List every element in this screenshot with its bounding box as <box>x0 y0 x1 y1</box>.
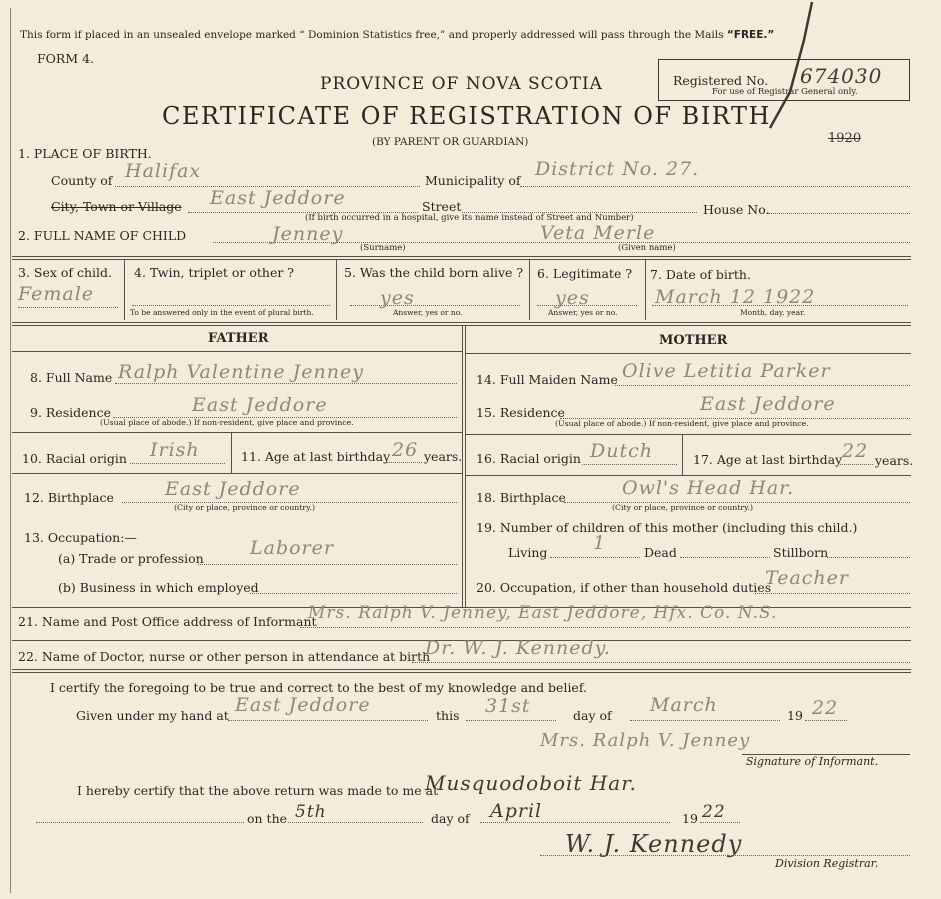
mother-racial-label: 16. Racial origin <box>476 451 581 466</box>
mother-racial-line <box>582 464 677 465</box>
informant-signature-caption: Signature of Informant. <box>746 755 879 768</box>
twin-note: To be answered only in the event of plural birth. <box>130 308 314 317</box>
sex-label: 3. Sex of child. <box>18 265 113 280</box>
trade-label: (a) Trade or profession <box>58 551 204 566</box>
mother-age-suffix: years. <box>875 453 914 468</box>
row3-divider-2 <box>336 260 337 320</box>
business-label: (b) Business in which employed <box>58 580 259 595</box>
left-border <box>10 8 11 893</box>
informant-line <box>300 627 910 628</box>
legitimate-label: 6. Legitimate ? <box>537 266 633 281</box>
mail-notice: This form if placed in an unsealed envelope marked “ Dominion Statistics free,” and properly addressed will pass through the Mails “FREE.” <box>20 29 775 41</box>
mother-birthplace-note: (City or place, province or country.) <box>612 503 754 512</box>
father-heading: FATHER <box>208 331 269 346</box>
street-label: Street <box>422 199 462 214</box>
registrar-year-line <box>700 822 740 823</box>
father-racial-top-rule <box>12 432 462 433</box>
informant-label: 21. Name and Post Office address of Informant <box>18 614 317 629</box>
registrar-month-value: April <box>490 800 543 822</box>
mother-heading-rule <box>466 353 911 354</box>
province-heading: PROVINCE OF NOVA SCOTIA <box>320 74 603 94</box>
city-value: East Jeddore <box>210 187 346 209</box>
given-month-value: March <box>650 694 718 716</box>
registrar-place-line <box>36 822 244 823</box>
mother-residence-value: East Jeddore <box>700 393 836 415</box>
doctor-label: 22. Name of Doctor, nurse or other person in attendance at birth <box>18 649 431 664</box>
father-heading-rule <box>12 351 462 352</box>
father-abode-note: (Usual place of abode.) If non-resident, give place and province. <box>100 418 354 427</box>
city-label: City, Town or Village <box>51 199 182 214</box>
mother-name-line <box>615 385 910 386</box>
parents-divider-b <box>465 326 466 607</box>
mother-abode-note: (Usual place of abode.) If non-resident, give place and province. <box>555 419 809 428</box>
father-birthplace-label: 12. Birthplace <box>24 490 114 505</box>
alive-label: 5. Was the child born alive ? <box>344 265 524 280</box>
registrar-signature: W. J. Kennedy <box>565 830 743 858</box>
form-label: FORM 4. <box>37 51 95 66</box>
living-value: 1 <box>593 532 607 554</box>
father-birthplace-note: (City or place, province or country.) <box>174 503 316 512</box>
doctor-bottom-rule <box>12 669 911 670</box>
given-hand-label: Given under my hand at <box>76 708 229 723</box>
mother-age-value: 22 <box>842 440 869 462</box>
row3-top-rule-2 <box>12 259 911 260</box>
given-caption: (Given name) <box>618 243 676 253</box>
mother-name-label: 14. Full Maiden Name <box>476 372 618 387</box>
date-note: Month, day, year. <box>740 308 806 317</box>
mother-birthplace-label: 18. Birthplace <box>476 490 566 505</box>
father-name-value: Ralph Valentine Jenney <box>118 361 364 383</box>
row3-divider-3 <box>529 260 530 320</box>
given-place-value: East Jeddore <box>235 694 371 716</box>
registrar-on-the-label: on the <box>247 811 288 826</box>
given-day-line <box>466 720 556 721</box>
stillborn-label: Stillborn <box>773 545 829 560</box>
informant-signature: Mrs. Ralph V. Jenney <box>540 730 751 751</box>
certificate-title: CERTIFICATE OF REGISTRATION OF BIRTH <box>162 102 771 130</box>
children-count-label: 19. Number of children of this mother (including this child.) <box>476 520 858 535</box>
registrar-day-of-label: day of <box>431 811 470 826</box>
registrar-month-line <box>480 822 670 823</box>
this-label: this <box>436 708 460 723</box>
place-of-birth-label: 1. PLACE OF BIRTH. <box>18 146 152 161</box>
registrar-year-prefix: 19 <box>682 811 698 826</box>
father-birthplace-value: East Jeddore <box>165 478 301 500</box>
registered-number: 674030 <box>800 64 883 88</box>
child-surname-value: Jenney <box>272 223 344 245</box>
given-day-of-label: day of <box>573 708 612 723</box>
alive-value: yes <box>380 287 415 309</box>
father-age-line <box>386 462 422 463</box>
mother-residence-label: 15. Residence <box>476 405 565 420</box>
registrar-year-value: 22 <box>702 802 726 822</box>
registrar-return-text: I hereby certify that the above return was made to me at <box>77 783 439 798</box>
date-value: March 12 1922 <box>655 286 816 308</box>
county-value: Halifax <box>125 160 202 182</box>
mother-age-label: 17. Age at last birthday <box>693 452 843 467</box>
father-age-value: 26 <box>392 439 419 461</box>
municipality-label: Municipality of <box>425 173 521 188</box>
municipality-line <box>520 186 910 187</box>
registrar-signature-line <box>540 855 910 856</box>
father-residence-label: 9. Residence <box>30 405 111 420</box>
registered-label: Registered No. <box>673 73 769 88</box>
parents-top-rule <box>12 322 911 323</box>
mother-racial-bottom-rule <box>466 475 911 476</box>
given-place-line <box>228 720 428 721</box>
legitimate-value: yes <box>555 287 590 309</box>
sex-line <box>18 307 118 308</box>
trade-line <box>198 564 457 565</box>
mother-occupation-line <box>755 593 910 594</box>
father-age-suffix: years. <box>424 449 463 464</box>
father-age-label: 11. Age at last birthday <box>241 449 391 464</box>
given-year-line <box>805 720 847 721</box>
dead-line <box>680 557 770 558</box>
father-racial-divider <box>231 433 232 473</box>
row3-divider-4 <box>645 260 646 320</box>
father-occupation-label: 13. Occupation:— <box>24 530 137 545</box>
business-line <box>250 593 457 594</box>
house-line <box>768 213 910 214</box>
living-label: Living <box>508 545 548 560</box>
father-name-line <box>115 383 457 384</box>
date-label: 7. Date of birth. <box>650 267 751 282</box>
municipality-value: District No. 27. <box>535 158 700 180</box>
doctor-line <box>412 662 910 663</box>
mother-birthplace-value: Owl's Head Har. <box>622 477 795 499</box>
mother-name-value: Olive Letitia Parker <box>622 360 831 382</box>
father-racial-value: Irish <box>150 439 200 461</box>
parents-divider-a <box>462 326 463 607</box>
registrar-day-line <box>288 822 423 823</box>
mother-racial-value: Dutch <box>590 440 653 462</box>
twin-line <box>132 305 330 306</box>
stillborn-line <box>827 557 910 558</box>
informant-value: Mrs. Ralph V. Jenney, East Jeddore, Hfx. Co. N.S. <box>308 603 778 623</box>
child-given-value: Veta Merle <box>540 222 656 244</box>
house-label: House No. <box>703 202 770 217</box>
alive-note: Answer, yes or no. <box>393 308 463 317</box>
dead-label: Dead <box>644 545 677 560</box>
row3-top-rule <box>12 256 911 257</box>
struck-year: 1920 <box>828 131 862 146</box>
living-line <box>550 557 640 558</box>
doctor-value: Dr. W. J. Kennedy. <box>425 637 611 659</box>
mother-occupation-value: Teacher <box>765 567 849 589</box>
father-racial-label: 10. Racial origin <box>22 451 127 466</box>
surname-caption: (Surname) <box>360 243 406 253</box>
father-name-label: 8. Full Name <box>30 370 113 385</box>
father-residence-value: East Jeddore <box>192 394 328 416</box>
twin-label: 4. Twin, triplet or other ? <box>134 265 294 280</box>
father-racial-bottom-rule <box>12 473 462 474</box>
given-day-value: 31st <box>485 695 531 717</box>
father-racial-line <box>130 463 225 464</box>
legitimate-note: Answer, yes or no. <box>548 308 618 317</box>
sex-value: Female <box>18 283 95 305</box>
county-label: County of <box>51 173 113 188</box>
given-year-prefix: 19 <box>787 708 803 723</box>
certify-statement: I certify the foregoing to be true and correct to the best of my knowledge and belief. <box>50 680 587 695</box>
child-name-label: 2. FULL NAME OF CHILD <box>18 228 187 243</box>
registered-note: For use of Registrar General only. <box>712 87 858 97</box>
trade-value: Laborer <box>250 537 334 559</box>
row3-divider-1 <box>124 260 125 320</box>
given-year-value: 22 <box>812 697 839 719</box>
legitimate-line <box>537 305 637 306</box>
mother-racial-divider <box>682 435 683 475</box>
given-month-line <box>630 720 780 721</box>
mother-heading: MOTHER <box>659 333 728 348</box>
date-line <box>652 305 908 306</box>
mother-racial-top-rule <box>466 434 911 435</box>
certificate-subtitle: (BY PARENT OR GUARDIAN) <box>372 136 529 148</box>
registrar-caption: Division Registrar. <box>775 857 879 870</box>
alive-line <box>350 305 520 306</box>
hospital-note: (If birth occurred in a hospital, give its name instead of Street and Number) <box>305 213 634 223</box>
doctor-bottom-rule-2 <box>12 672 911 673</box>
mother-age-line <box>838 464 873 465</box>
registrar-place-value: Musquodoboit Har. <box>425 771 637 795</box>
mother-occupation-label: 20. Occupation, if other than household duties <box>476 580 772 595</box>
registrar-day-value: 5th <box>295 802 327 822</box>
